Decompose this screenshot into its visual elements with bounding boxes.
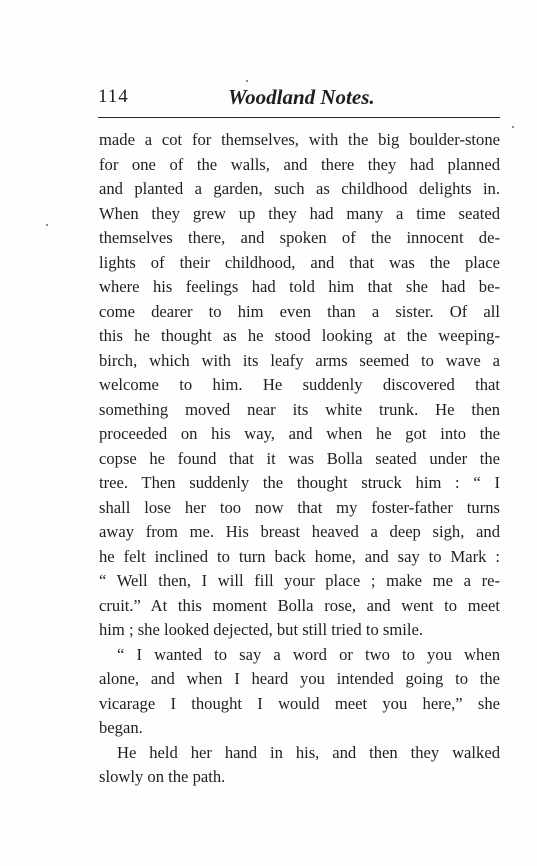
page-number: 114: [98, 86, 129, 107]
text-line: he felt inclined to turn back home, and say to Mark :: [99, 546, 500, 566]
text-line: alone, and when I heard you intended going to the: [99, 669, 500, 688]
paper-speck: [512, 126, 514, 128]
text-line: slowly on the path.: [99, 767, 226, 786]
body-text: [99, 128, 500, 790]
text-line: where his feelings had told him that she had be-: [99, 277, 500, 296]
text-line: welcome to him. He suddenly discovered that: [99, 375, 500, 394]
paper-speck: [246, 80, 248, 82]
text-line: shall lose her too now that my foster-father turns: [99, 497, 500, 517]
running-title: Woodland Notes.: [228, 85, 375, 109]
text-line: proceeded on his way, and when he got into the: [99, 424, 500, 443]
text-line: began.: [99, 718, 143, 737]
paper-speck: [46, 224, 48, 226]
text-line: themselves there, and spoken of the innocent de-: [99, 228, 500, 247]
text-line: made a cot for themselves, with the big boulder-stone: [99, 130, 500, 149]
text-line: copse he found that it was Bolla seated under the: [99, 448, 500, 468]
page-header: [98, 80, 498, 112]
text-line: cruit.” At this moment Bolla rose, and went to meet: [99, 595, 500, 615]
text-line: When they grew up they had many a time seated: [99, 203, 500, 223]
text-line: “ Well then, I will fill your place ; make me a re-: [99, 571, 500, 590]
text-line: tree. Then suddenly the thought struck him : “ I: [99, 473, 500, 492]
text-line: away from me. His breast heaved a deep sigh, and: [99, 522, 500, 541]
header-rule: [98, 117, 500, 118]
text-line: vicarage I thought I would meet you here,” she: [99, 693, 500, 713]
text-line: him ; she looked dejected, but still tried to smile.: [99, 620, 423, 639]
text-line: He held her hand in his, and then they walked: [117, 742, 500, 762]
text-line: something moved near its white trunk. He then: [99, 399, 500, 419]
text-line: this he thought as he stood looking at the weeping-: [99, 326, 500, 345]
text-line: lights of their childhood, and that was the place: [99, 252, 500, 272]
text-line: for one of the walls, and there they had planned: [99, 154, 500, 174]
text-line: birch, which with its leafy arms seemed to wave a: [99, 350, 500, 370]
text-line: and planted a garden, such as childhood delights in.: [99, 179, 500, 198]
text-line: “ I wanted to say a word or two to you when: [117, 644, 500, 664]
text-line: come dearer to him even than a sister. Of all: [99, 301, 500, 321]
